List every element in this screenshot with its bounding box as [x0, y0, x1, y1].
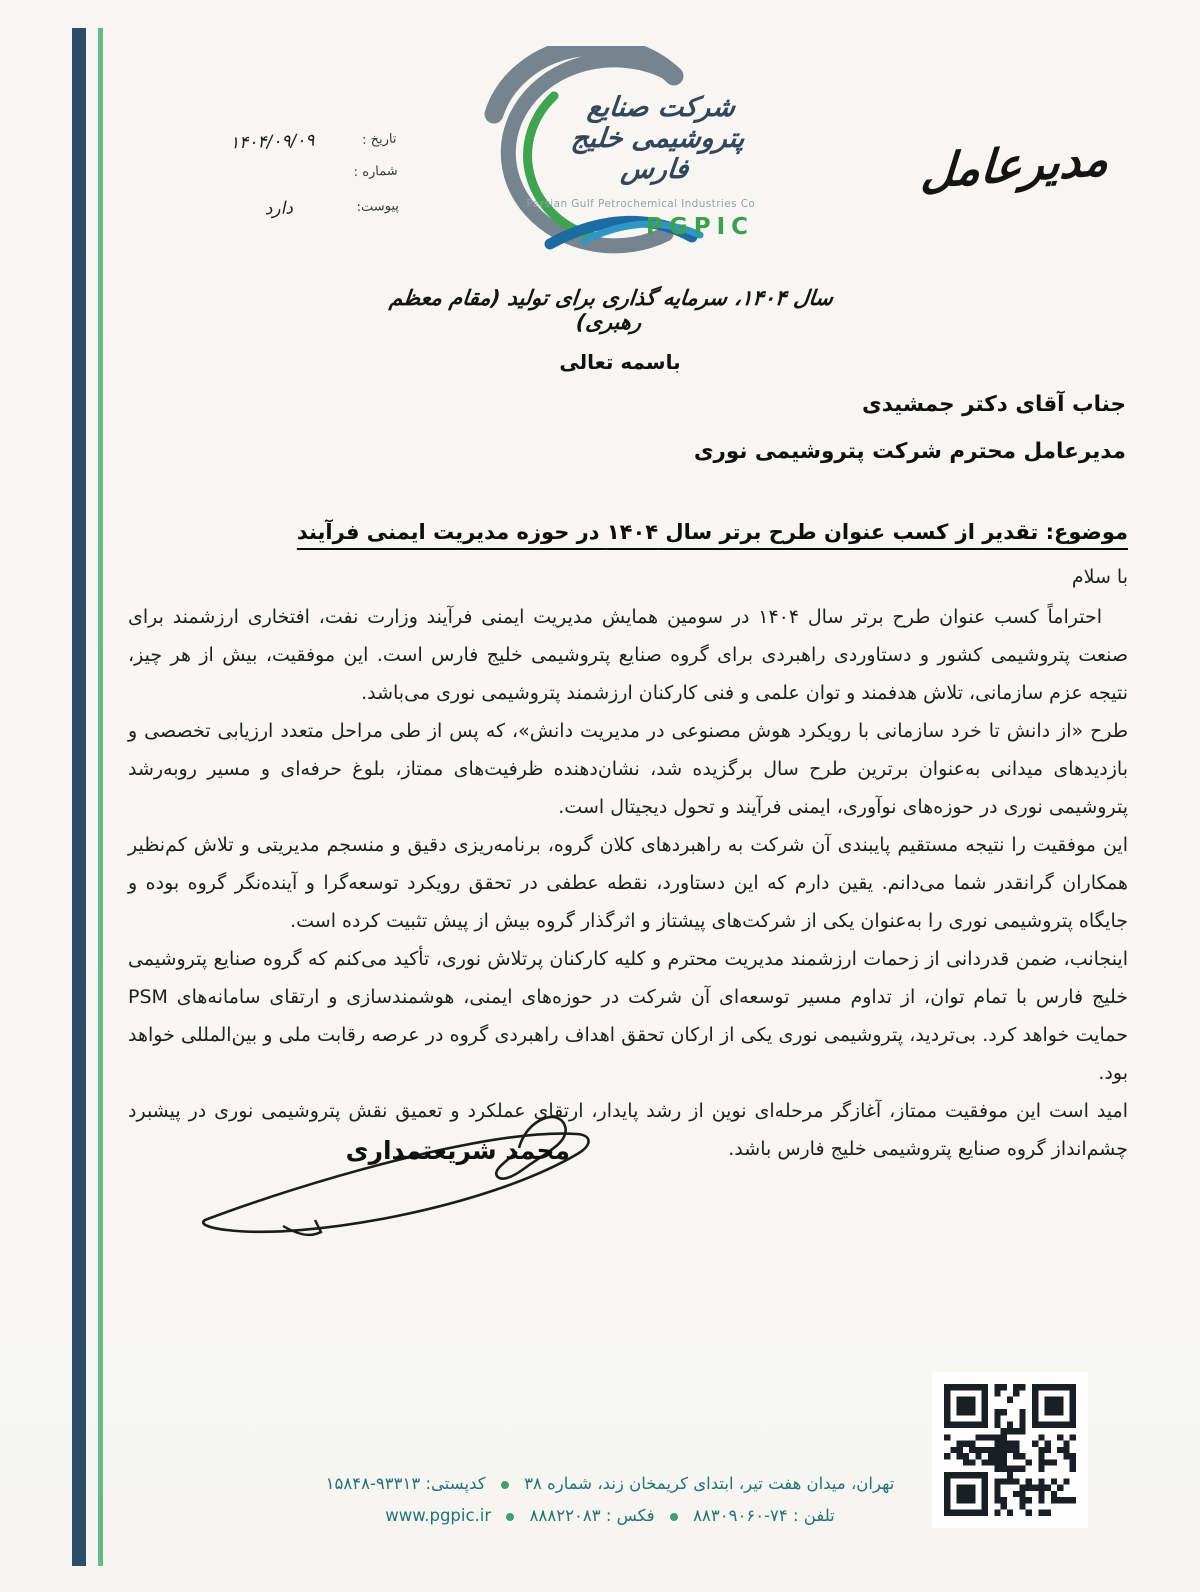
ceo-calligraphy: مدیرعامل [919, 131, 1111, 199]
signature-block [185, 1092, 625, 1247]
addressee-name: جناب آقای دکتر جمشیدی [861, 392, 1126, 417]
addressee-title: مدیرعامل محترم شرکت پتروشیمی نوری [693, 439, 1126, 464]
signatory-name: محمد شریعتمداری [345, 1136, 570, 1165]
paragraph-4: اینجانب، ضمن قدردانی از زحمات ارزشمند مدیریت محترم و کلیه کارکنان پرتلاش نوری، تأکید می‌کنم که گروه صنایع پتروشیمی خلیج فارس با تمام توان، از تداوم مسیر توسعه‌ای آن شرکت در حوزه‌های ایمنی، هوشمندسازی و ارتقای سامانه‌های PSM حمایت خواهد کرد. بی‌تردید، پتروشیمی نوری یکی از ارکان تحقق اهداف راهبردی گروه در عرصه رقابت ملی و بین‌المللی خواهد بود. [128, 948, 1128, 1084]
addressee-block [694, 392, 1126, 486]
paragraph-2: طرح «از دانش تا خرد سازمانی با رویکرد هوش مصنوعی در مدیریت دانش»، که پس از طی مراحل متعدد ارزیابی تخصصی و بازدیدهای میدانی به‌عنوان برترین طرح سال برگزیده شد، نشان‌دهنده ظرفیت‌های ممتاز، بلوغ حرفه‌ای و مسیر روبه‌رشد پتروشیمی نوری در حوزه‌های نوآوری، ایمنی فرآیند و تحول دیجیتال است. [128, 720, 1128, 818]
attachment-label: پیوست: [356, 198, 400, 216]
logo-persian-name: شرکت صنایع پتروشیمی خلیج فارس [569, 92, 747, 185]
binding-bar-dark [72, 28, 86, 1566]
salutation: با سلام [1071, 566, 1128, 588]
binding-bar-green [98, 28, 103, 1566]
paragraph-5: امید است این موفقیت ممتاز، آغازگر مرحله‌ای نوین از رشد پایدار، ارتقای عملکرد و تعمیق نقش پتروشیمی نوری در پیشبرد چشم‌انداز گروه صنایع پتروشیمی خلیج فارس باشد. [128, 1100, 1128, 1160]
footer-bullet-icon [506, 1513, 514, 1521]
number-label: شماره : [353, 163, 398, 181]
website-url: www.pgpic.ir [385, 1506, 492, 1526]
letter-body [128, 558, 1128, 1168]
phone-value: ۸۸۳۰۹۰۶۰-۷۴ [693, 1506, 788, 1526]
logo-english-name: Persian Gulf Petrochemical Industries Co. [522, 198, 756, 210]
logo-abbreviation: PGPIC [645, 214, 755, 240]
date-value: ۱۴۰۴/۰۹/۰۹ [229, 130, 315, 154]
paragraph-3: این موفقیت را نتیجه مستقیم پایبندی آن شرکت به راهبردهای کلان گروه، برنامه‌ریزی دقیق و منسجم مدیریتی و تلاش کم‌نظیر همکاران گرانقدر شما می‌دانم. یقین دارم که این دستاورد، نقطه عطفی در تحقق رویکرد توسعه‌گرا و آینده‌نگر گروه بوده و جایگاه پتروشیمی نوری را به‌عنوان یکی از شرکت‌های پیشتاز و اثرگذار گروه بیش از پیش تثبیت کرده است. [128, 834, 1128, 932]
fax-label: فکس : [605, 1506, 655, 1526]
footer-contact [305, 1468, 915, 1532]
qr-code [932, 1372, 1088, 1528]
date-label: تاریخ : [361, 131, 397, 148]
footer-line-1 [305, 1468, 915, 1500]
meta-number-row [148, 164, 398, 188]
footer-bullet-icon [501, 1481, 509, 1489]
subject-line: موضوع: تقدیر از کسب عنوان طرح برتر سال ۱۴۰۴ در حوزه مدیریت ایمنی فرآیند [296, 520, 1128, 544]
attachment-value: دارد [264, 198, 294, 220]
fax-value: ۸۸۸۲۲۰۸۳ [529, 1506, 601, 1526]
letter-meta-block [146, 128, 399, 240]
postal-value: ۱۵۸۴۸-۹۳۳۱۳ [325, 1474, 421, 1493]
meta-date-row [146, 128, 397, 157]
footer-bullet-icon [670, 1513, 678, 1521]
meta-attachment-row [149, 195, 400, 224]
basmala: باسمه تعالی [559, 350, 681, 374]
footer-line-2 [305, 1500, 915, 1532]
phone-label: تلفن : [792, 1506, 835, 1526]
signature-stroke-icon [185, 1092, 625, 1247]
postal-label: کدپستی: [425, 1474, 486, 1493]
year-slogan: سال ۱۴۰۴، سرمایه گذاری برای تولید (مقام معظم رهبری) [388, 286, 835, 334]
company-logo [452, 46, 782, 268]
footer-address: تهران، میدان هفت تیر، ابتدای کریمخان زند، شماره ۳۸ [524, 1474, 895, 1493]
paragraph-1: احتراماً کسب عنوان طرح برتر سال ۱۴۰۴ در سومین همایش مدیریت ایمنی فرآیند وزارت نفت، افتخاری ارزشمند برای صنعت پتروشیمی کشور و دستاوردی راهبردی برای گروه صنایع پتروشیمی خلیج فارس است. این موفقیت، بیش از هر چیز، نتیجه عزم سازمانی، تلاش هدفمند و توان علمی و فنی کارکنان ارزشمند پتروشیمی نوری می‌باشد. [128, 606, 1128, 704]
